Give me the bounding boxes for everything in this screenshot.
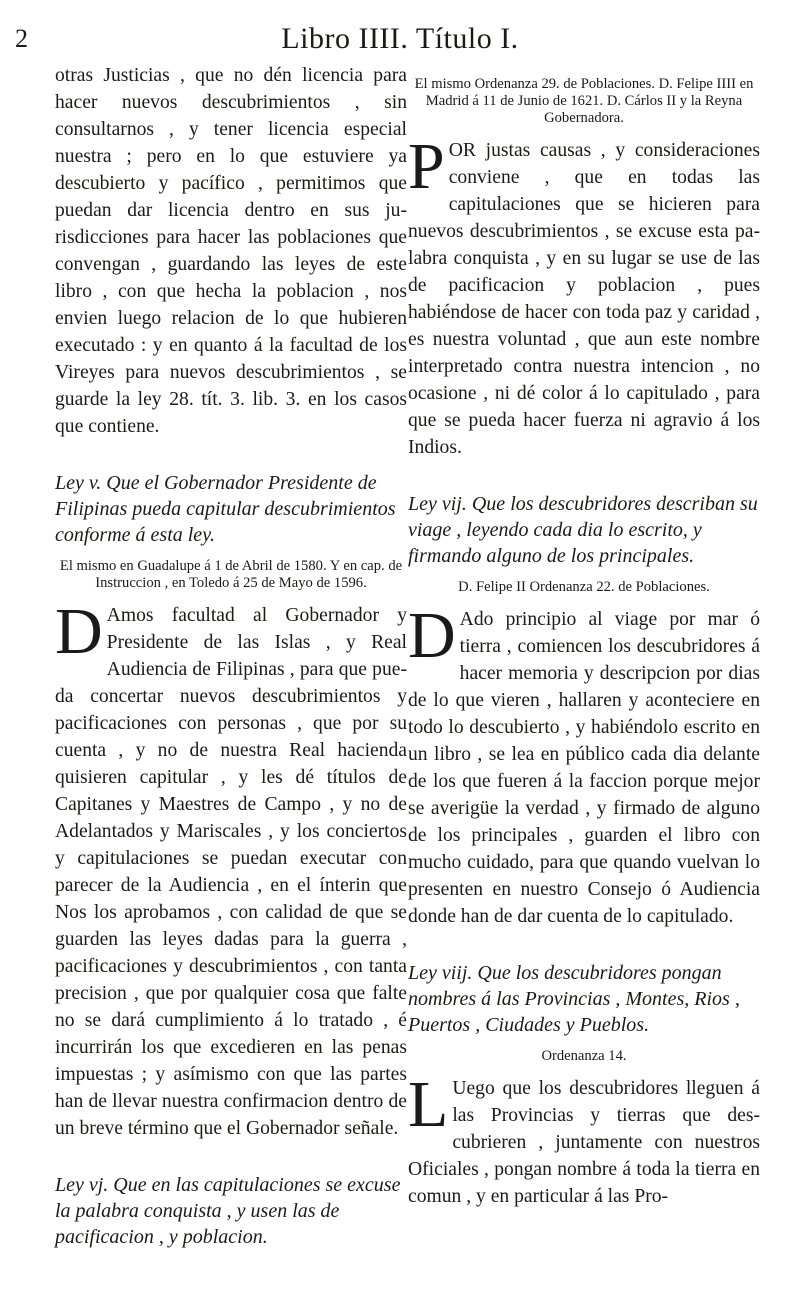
law-v-title: Ley v. Que el Gobernador Presidente de Filipinas pueda capitular descubrimientos conforme á esta ley. xyxy=(55,472,396,546)
law-vij-title: Ley vij. Que los descubridores describan su viage , leyendo cada dia lo escrito, y firmando alguno de los principales. xyxy=(408,493,758,567)
drop-cap-initial: L xyxy=(408,1068,449,1141)
law-vj-title: Ley vj. Que en las capitulaciones se excuse la palabra conquista , y usen las de pacificacion , y poblacion. xyxy=(55,1174,401,1248)
law-viij-title: Ley viij. Que los descubridores pongan nombres á las Provincias , Montes, Rios , Puertos , Ciudades y Pueblos. xyxy=(408,962,740,1036)
law-viij-source: Ordenanza 14. xyxy=(541,1048,627,1064)
law-vij-source: D. Felipe II Ordenanza 22. de Poblaciones. xyxy=(458,579,710,595)
drop-cap-initial: D xyxy=(55,595,103,668)
law-viij-body xyxy=(408,1068,760,1210)
page-number: 2 xyxy=(15,24,28,53)
drop-cap-initial: D xyxy=(408,599,456,672)
law-vij-text: Ado principio al viage por mar ó tierra , comiencen los descubridores á hacer memoria y descripcion por dias de lo que vieren , hallaren y aconteciere en todo lo descubierto , y habiéndolo escrito en un libro , se lea en público cada dia delante de los que fueren á la faccion porque mejor se averigüe la verdad , y firmado de alguno de los principales , guarden el libro con mucho cuidado, para que quando vuelvan lo presenten en nuestro Consejo ó Audiencia donde han de dar cuenta de lo capitulado. xyxy=(408,609,760,927)
law-vj-body xyxy=(408,130,760,461)
running-head: Libro IIII. Título I. xyxy=(281,22,519,55)
law-v-text: Amos facultad al Gobernador y Presidente de las Islas , y Real Audiencia de Filipinas , para que pueda concertar nuevos descubrimientos y pacificaciones con personas , que por su cuenta , y no de nuestra Real hacienda quisieren capitular , y les dé títulos de Capitanes y Maestres de Campo , y no de Adelantados y Mariscales , y los conciertos y capitulaciones se puedan executar con parecer de la Audiencia , en el ínterin que Nos los aprobamos , con calidad de que se guarden las leyes dadas para la guerra , pacificaciones y descubrimientos , con tanta precision , que por qualquier cosa que falte no se dará cumplimiento á lo tratado , é incurrirán los que excedieren en las penas impuestas ; y asímismo con que las partes han de llevar nuestra confirmacion dentro de un breve término que el Gobernador señale. xyxy=(55,605,407,1139)
right-column xyxy=(408,62,760,1210)
left-column xyxy=(55,62,407,1260)
law-vij-body xyxy=(408,599,760,930)
drop-cap-initial: P xyxy=(408,130,445,203)
law-vj-source: El mismo Ordenanza 29. de Poblaciones. D. Felipe IIII en Madrid á 11 de Junio de 1621. D. Cárlos II y la Reyna Gobernadora. xyxy=(414,76,754,126)
law-vj-text: OR justas causas , y consideraciones conviene , que en todas las capitulaciones que se hicieren para nuevos descubrimientos , se excuse esta palabra conquista , y en su lugar se use de las de pacificacion y poblacion , pues habiéndose de hacer con toda paz y caridad , es nuestra voluntad , que aun este nombre interpretado contra nuestra intencion , no ocasione , ni dé color á lo capitulado , para que se pueda hacer fuerza ni agravio á los Indios. xyxy=(408,140,760,458)
law-v-body xyxy=(55,595,407,1142)
law-v-source: El mismo en Guadalupe á 1 de Abril de 1580. Y en cap. de Instruccion , en Toledo á 25 de Mayo de 1596. xyxy=(59,558,403,591)
continuation-paragraph: otras Justicias , que no dén licencia para hacer nuevos descubrimientos , sin consultarnos , y tener licencia especial nuestra ; pero en lo que estuviere ya descubierto y pacífico , permitimos que puedan dar licencia dentro en sus jurisdicciones para hacer las poblaciones que convengan , guardando las leyes de este libro , con que hecha la poblacion , nos envien luego relacion de lo que hubieren executado : y en quanto á la facultad de los Vireyes para nuevos descubrimientos , se guarde la ley 28. tít. 3. lib. 3. en los casos que contiene. xyxy=(55,65,407,437)
law-viij-text: Uego que los descubridores lleguen á las Provincias y tierras que descubrieren , juntamente con nuestros Oficiales , pongan nombre á toda la tierra en comun , y en particular á las Pro- xyxy=(408,1078,760,1207)
